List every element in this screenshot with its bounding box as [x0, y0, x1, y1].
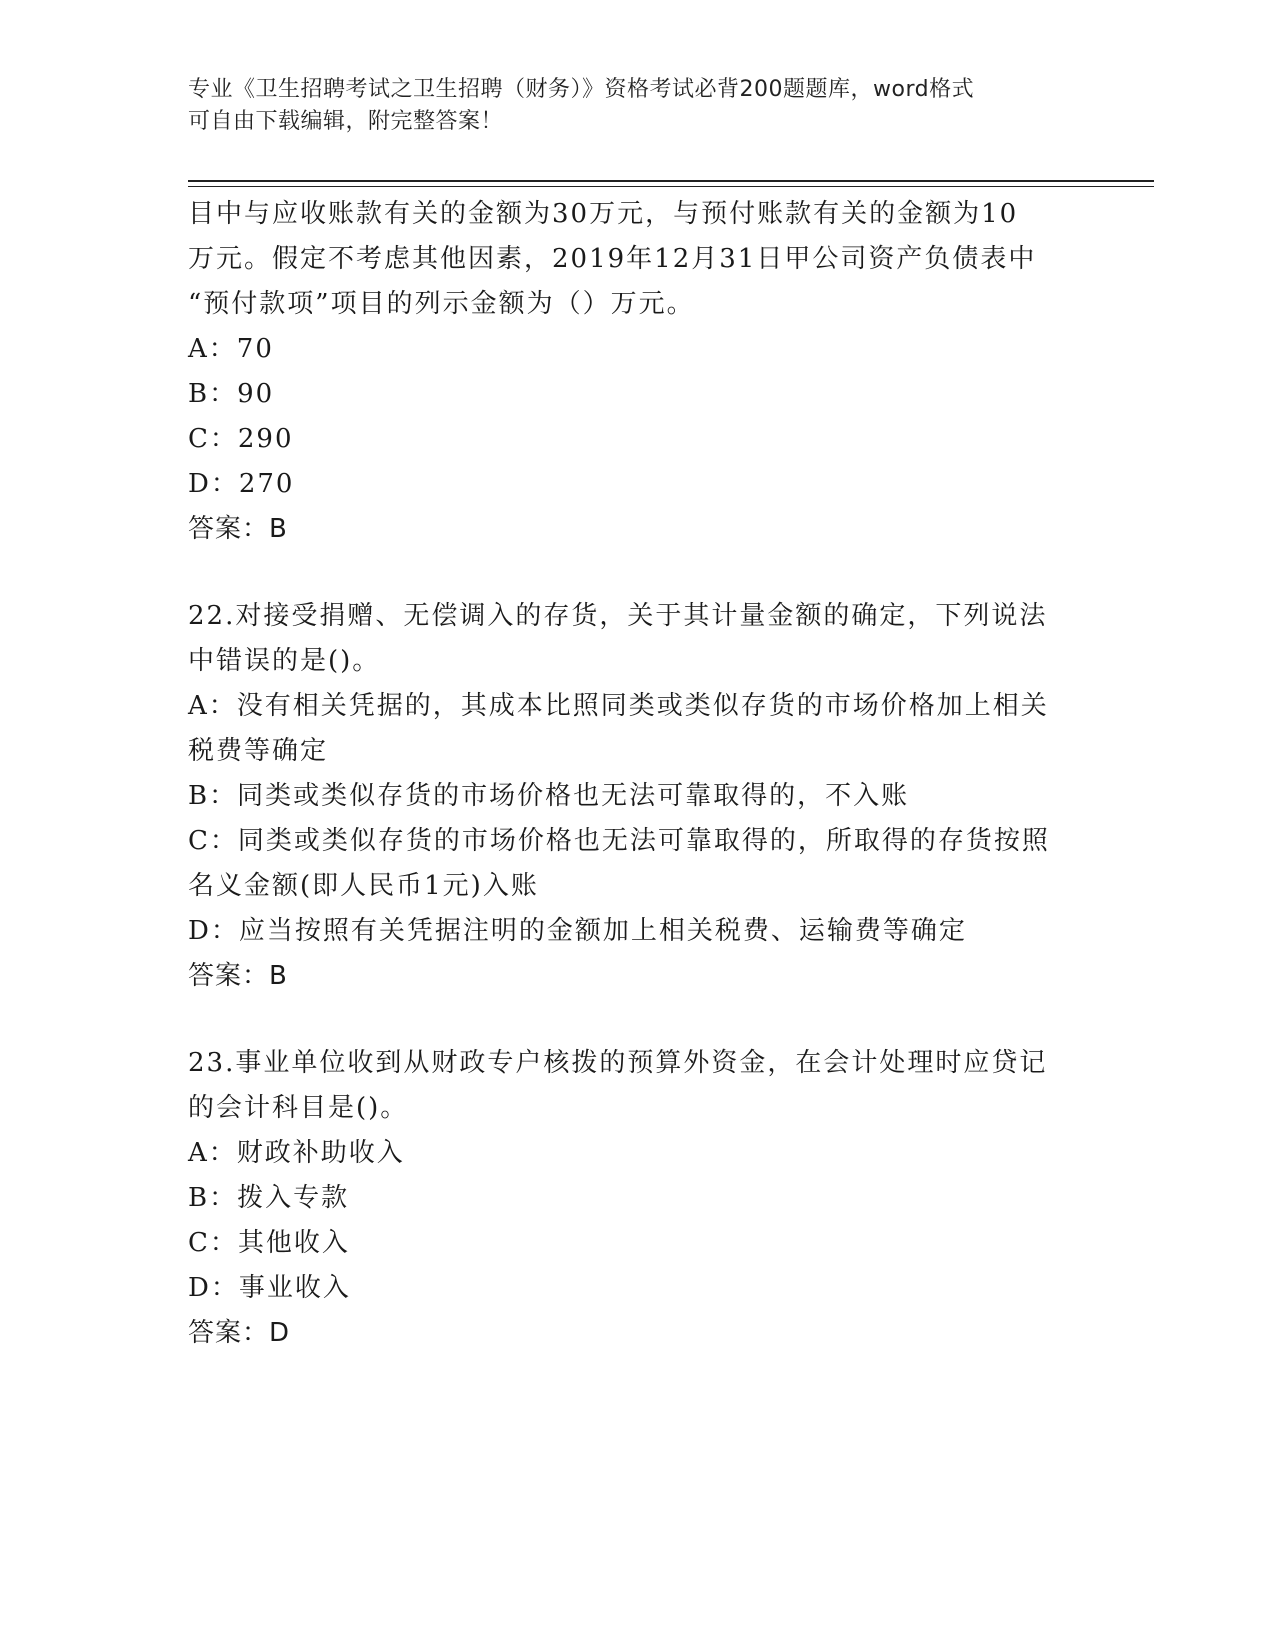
document-header [188, 74, 1088, 138]
option-b: B：同类或类似存货的市场价格也无法可靠取得的，不入账 [188, 781, 910, 811]
question-stem-line: 万元。假定不考虑其他因素，2019年12月31日甲公司资产负债表中 [188, 244, 1037, 274]
question-spacer [188, 999, 1088, 1041]
header-divider-thin [188, 186, 1154, 187]
question-stem-line: 中错误的是()。 [188, 646, 381, 676]
option-c-continued: 名义金额(即人民币1元)入账 [188, 871, 539, 901]
question-list [188, 192, 1088, 1356]
answer-label: 答案：B [188, 961, 288, 991]
question-stem-line: 的会计科目是()。 [188, 1093, 409, 1123]
question-stem-line: 23.事业单位收到从财政专户核拨的预算外资金，在会计处理时应贷记 [188, 1048, 1048, 1078]
question-stem-line: “预付款项”项目的列示金额为（）万元。 [188, 289, 695, 319]
option-b: B：拨入专款 [188, 1183, 350, 1213]
option-d: D：应当按照有关凭据注明的金额加上相关税费、运输费等确定 [188, 916, 967, 946]
option-c: C：290 [188, 424, 294, 454]
header-title-line-1: 专业《卫生招聘考试之卫生招聘（财务）》资格考试必背200题题库，word格式 [188, 77, 975, 102]
answer-label: 答案：D [188, 1318, 291, 1348]
option-a: A：70 [188, 334, 274, 364]
question-spacer [188, 552, 1088, 594]
question-23 [188, 1041, 1088, 1356]
header-title-line-2: 可自由下载编辑，附完整答案！ [188, 109, 504, 134]
option-d: D：270 [188, 469, 295, 499]
option-a-continued: 税费等确定 [188, 736, 329, 766]
option-d: D：事业收入 [188, 1273, 351, 1303]
question-22 [188, 594, 1088, 999]
option-c: C：其他收入 [188, 1228, 350, 1258]
question-stem-line: 目中与应收账款有关的金额为30万元，与预付账款有关的金额为10 [188, 199, 1019, 229]
option-a: A：没有相关凭据的，其成本比照同类或类似存货的市场价格加上相关 [188, 691, 1049, 721]
answer-label: 答案：B [188, 514, 288, 544]
option-a: A：财政补助收入 [188, 1138, 405, 1168]
question-stem-line: 22.对接受捐赠、无偿调入的存货，关于其计量金额的确定，下列说法 [188, 601, 1048, 631]
question-21 [188, 192, 1088, 552]
header-divider-thick [188, 180, 1154, 182]
option-b: B：90 [188, 379, 275, 409]
option-c: C：同类或类似存货的市场价格也无法可靠取得的，所取得的存货按照 [188, 826, 1050, 856]
